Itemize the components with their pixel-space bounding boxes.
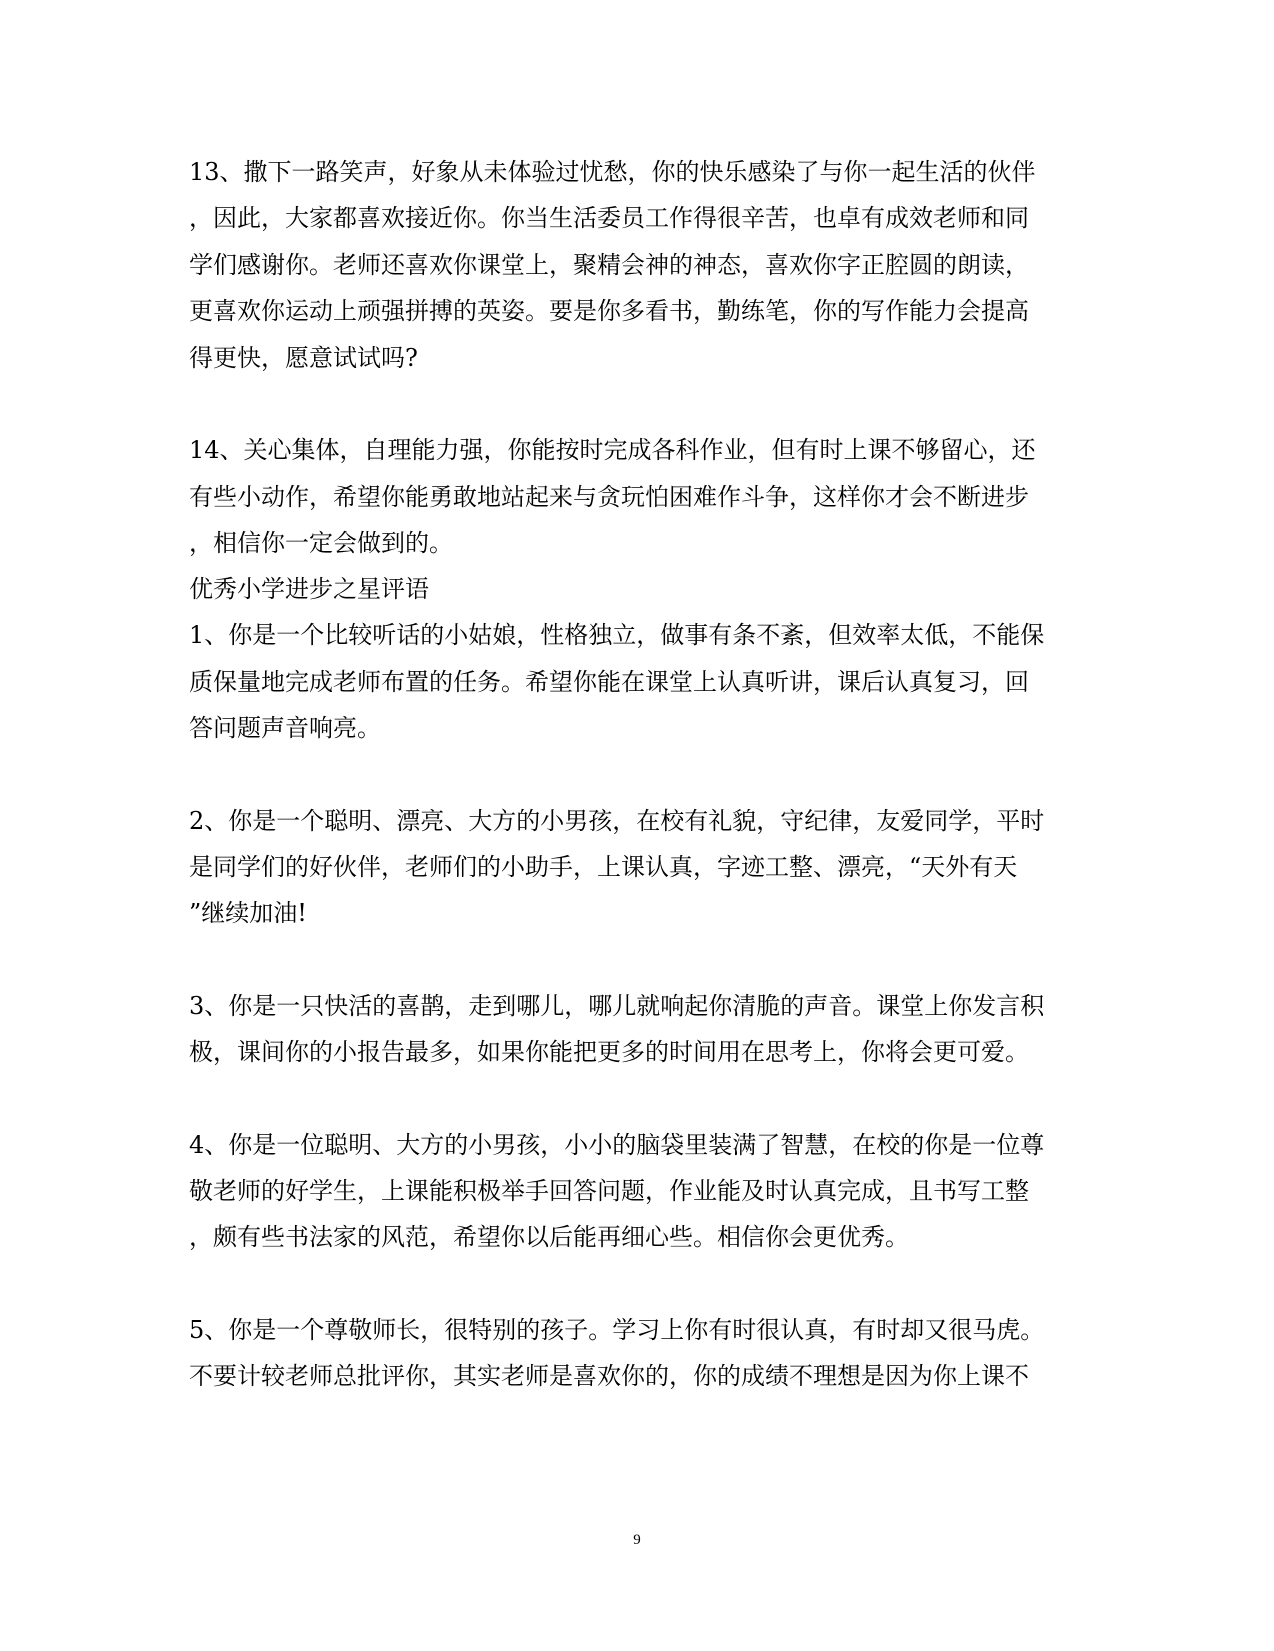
- text-line: ，因此，大家都喜欢接近你。你当生活委员工作得很辛苦，也卓有成效老师和同: [189, 204, 1029, 232]
- text-line: 5、你是一个尊敬师长，很特别的孩子。学习上你有时很认真，有时却又很马虎。: [189, 1316, 1045, 1344]
- text-line: 得更快，愿意试试吗?: [189, 344, 418, 372]
- text-line: 有些小动作，希望你能勇敢地站起来与贪玩怕困难作斗争，这样你才会不断进步: [189, 483, 1029, 511]
- text-line: 不要计较老师总批评你，其实老师是喜欢你的，你的成绩不理想是因为你上课不: [189, 1362, 1029, 1390]
- text-line: 3、你是一只快活的喜鹊，走到哪儿，哪儿就响起你清脆的声音。课堂上你发言积: [189, 992, 1045, 1020]
- text-line: 13、撒下一路笑声，好象从未体验过忧愁，你的快乐感染了与你一起生活的伙伴: [189, 158, 1036, 186]
- text-line: 敬老师的好学生，上课能积极举手回答问题，作业能及时认真完成，且书写工整: [189, 1177, 1029, 1205]
- text-line: ，颇有些书法家的风范，希望你以后能再细心些。相信你会更优秀。: [189, 1223, 909, 1251]
- text-line: 学们感谢你。老师还喜欢你课堂上，聚精会神的神态，喜欢你字正腔圆的朗读，: [189, 251, 1029, 279]
- text-line: 4、你是一位聪明、大方的小男孩，小小的脑袋里装满了智慧，在校的你是一位尊: [189, 1131, 1045, 1159]
- page-number: 9: [633, 1532, 641, 1548]
- text-line: 2、你是一个聪明、漂亮、大方的小男孩，在校有礼貌，守纪律，友爱同学，平时: [189, 807, 1045, 835]
- text-line: 极，课间你的小报告最多，如果你能把更多的时间用在思考上，你将会更可爱。: [189, 1038, 1029, 1066]
- section-heading: 优秀小学进步之星评语: [189, 575, 429, 603]
- text-line: 14、关心集体，自理能力强，你能按时完成各科作业，但有时上课不够留心，还: [189, 436, 1036, 464]
- text-line: 1、你是一个比较听话的小姑娘，性格独立，做事有条不紊，但效率太低，不能保: [189, 621, 1045, 649]
- text-line: 质保量地完成老师布置的任务。希望你能在课堂上认真听讲，课后认真复习，回: [189, 668, 1029, 696]
- text-line: 答问题声音响亮。: [189, 714, 381, 742]
- text-line: 是同学们的好伙伴，老师们的小助手，上课认真，字迹工整、漂亮，“天外有天: [189, 853, 1018, 881]
- text-line: ，相信你一定会做到的。: [189, 529, 453, 557]
- text-line: ”继续加油!: [189, 899, 307, 927]
- text-line: 更喜欢你运动上顽强拼搏的英姿。要是你多看书，勤练笔，你的写作能力会提高: [189, 297, 1029, 325]
